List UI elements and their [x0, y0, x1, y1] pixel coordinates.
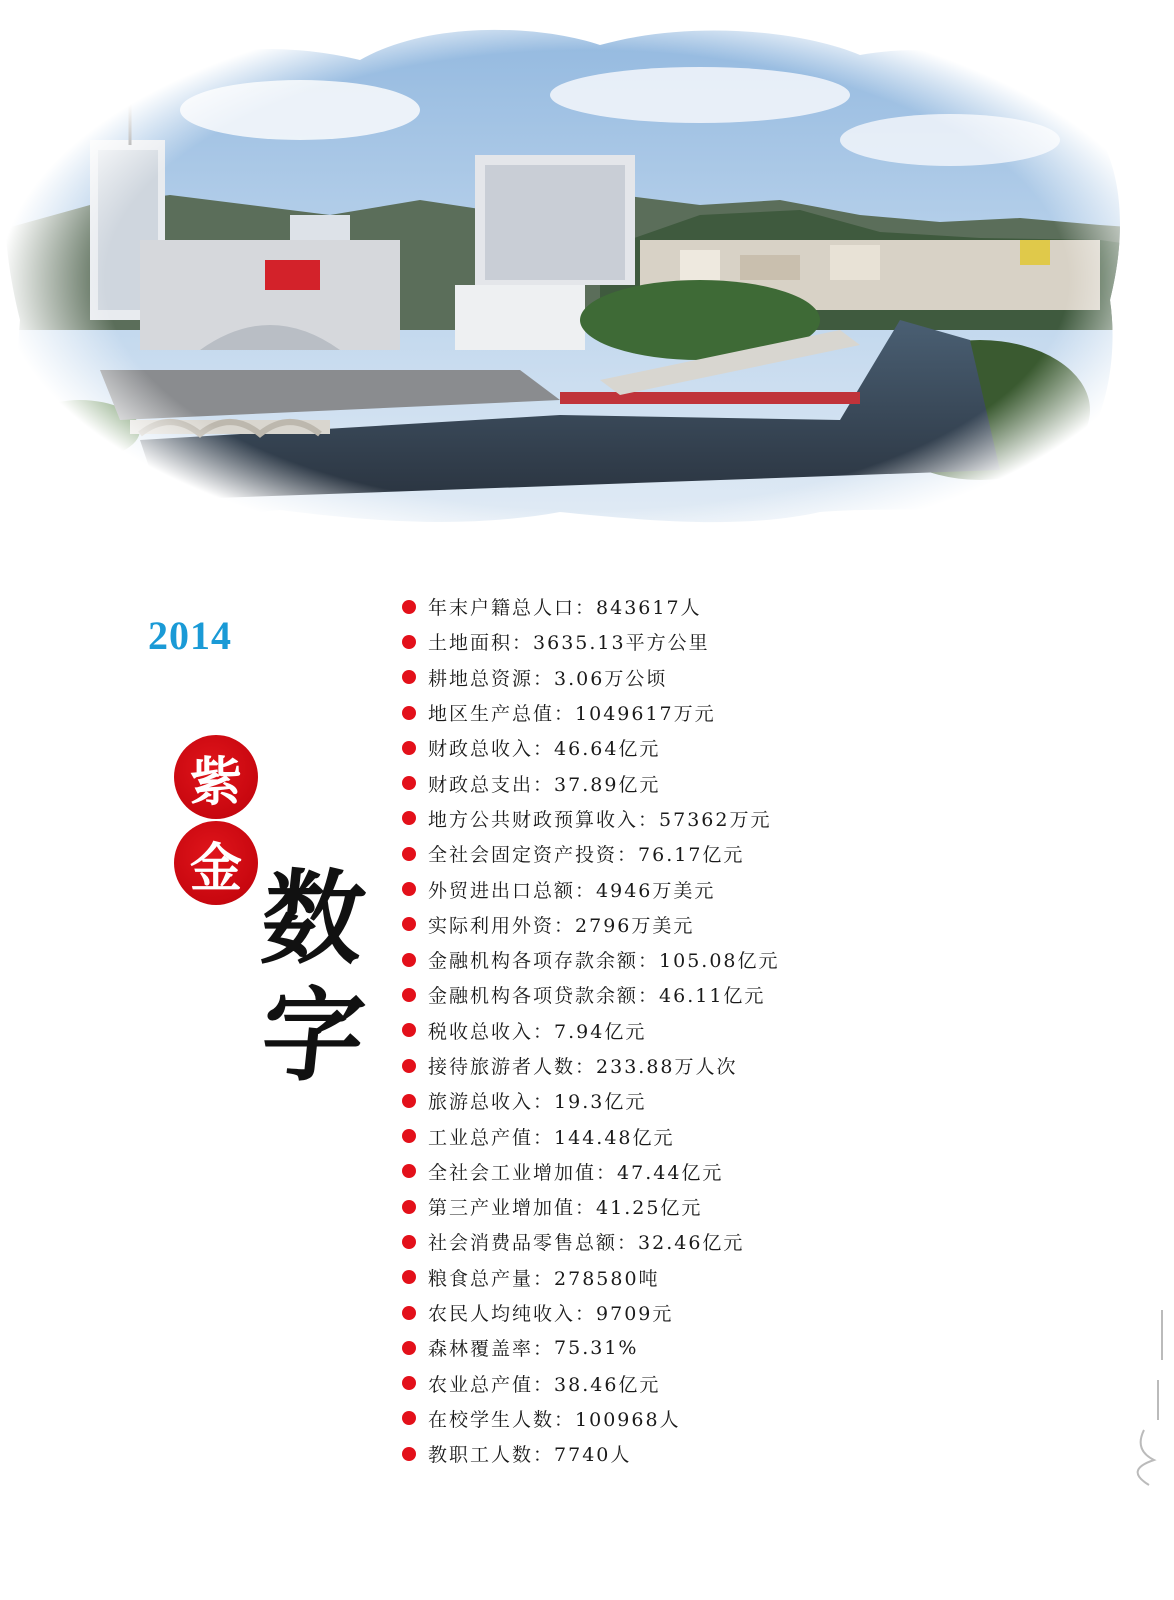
stat-label: 全社会工业增加值 ：: [428, 1158, 617, 1185]
stat-item: [402, 1295, 780, 1330]
stat-label: 财政总收入 ：: [428, 734, 554, 761]
stat-item: [402, 624, 780, 659]
stat-item: [402, 730, 780, 765]
bullet-dot-icon: [402, 1200, 416, 1214]
stat-value: 144.48亿元: [554, 1126, 675, 1149]
stat-item: [402, 589, 780, 624]
stat-item: [402, 660, 780, 695]
bullet-dot-icon: [402, 635, 416, 649]
stat-label: 耕地总资源 ：: [428, 664, 554, 691]
stat-value: 3635.13平方公里: [533, 632, 710, 655]
stat-label: 外贸进出口总额 ：: [428, 876, 596, 903]
stat-item: [402, 765, 780, 800]
stat-label: 财政总支出 ：: [428, 770, 554, 797]
bullet-dot-icon: [402, 811, 416, 825]
stat-item: [402, 1401, 780, 1436]
stat-value: 41.25亿元: [596, 1197, 703, 1220]
stat-label: 金融机构各项存款余额 ：: [428, 946, 659, 973]
bullet-dot-icon: [402, 882, 416, 896]
stat-value: 278580吨: [554, 1267, 660, 1290]
stat-value: 19.3亿元: [554, 1091, 647, 1114]
stat-label: 社会消费品零售总额 ：: [428, 1228, 638, 1255]
stat-item: [402, 695, 780, 730]
bullet-dot-icon: [402, 600, 416, 614]
binding-edge-marks-icon: [1114, 1310, 1174, 1490]
stat-item: [402, 836, 780, 871]
stat-label: 全社会固定资产投资 ：: [428, 840, 638, 867]
bullet-dot-icon: [402, 1059, 416, 1073]
stat-item: [402, 907, 780, 942]
bullet-dot-icon: [402, 776, 416, 790]
stat-value: 3.06万公顷: [554, 667, 668, 690]
stat-label: 接待旅游者人数 ：: [428, 1052, 596, 1079]
bullet-dot-icon: [402, 1306, 416, 1320]
stat-item: [402, 1189, 780, 1224]
stat-item: [402, 1260, 780, 1295]
stat-item: [402, 1330, 780, 1365]
bullet-dot-icon: [402, 988, 416, 1002]
stat-item: [402, 1366, 780, 1401]
stat-label: 森林覆盖率 ：: [428, 1334, 554, 1361]
stat-label: 税收总收入 ：: [428, 1017, 554, 1044]
stat-value: 46.11亿元: [659, 985, 766, 1008]
stat-label: 年末户籍总人口 ：: [428, 593, 596, 620]
stat-label: 工业总产值 ：: [428, 1123, 554, 1150]
bullet-dot-icon: [402, 1376, 416, 1390]
bullet-dot-icon: [402, 1164, 416, 1178]
stat-value: 7740人: [554, 1444, 632, 1467]
seal-char-jin: 金: [174, 821, 258, 905]
stat-item: [402, 1118, 780, 1153]
stat-value: 47.44亿元: [617, 1161, 724, 1184]
stat-item: [402, 977, 780, 1012]
stat-label: 在校学生人数 ：: [428, 1405, 575, 1432]
stat-item: [402, 1224, 780, 1259]
stat-label: 粮食总产量 ：: [428, 1264, 554, 1291]
stat-value: 37.89亿元: [554, 773, 661, 796]
stat-label: 地方公共财政预算收入 ：: [428, 805, 659, 832]
stat-item: [402, 1154, 780, 1189]
stat-value: 57362万元: [659, 808, 772, 831]
year-heading: 2014: [148, 613, 232, 658]
stat-value: 105.08亿元: [659, 950, 780, 973]
stat-label: 旅游总收入 ：: [428, 1087, 554, 1114]
stat-label: 农民人均纯收入 ：: [428, 1299, 596, 1326]
bullet-dot-icon: [402, 1270, 416, 1284]
stat-item: [402, 871, 780, 906]
city-panorama-icon: [0, 0, 1174, 560]
stat-label: 金融机构各项贷款余额 ：: [428, 981, 659, 1008]
stat-label: 地区生产总值 ：: [428, 699, 575, 726]
stat-label: 农业总产值 ：: [428, 1370, 554, 1397]
bullet-dot-icon: [402, 1235, 416, 1249]
stat-item: [402, 1048, 780, 1083]
stat-label: 教职工人数 ：: [428, 1440, 554, 1467]
bullet-dot-icon: [402, 1094, 416, 1108]
brush-char-zi: 字: [255, 976, 371, 1096]
stat-label: 实际利用外资 ：: [428, 911, 575, 938]
bullet-dot-icon: [402, 706, 416, 720]
stat-value: 233.88万人次: [596, 1056, 738, 1078]
stat-item: [402, 801, 780, 836]
bullet-dot-icon: [402, 917, 416, 931]
stat-label: 第三产业增加值 ：: [428, 1193, 596, 1220]
stat-value: 9709元: [596, 1303, 674, 1326]
stat-label: 土地面积 ：: [428, 628, 533, 655]
stat-value: 7.94亿元: [554, 1020, 647, 1043]
statistics-list: [402, 589, 780, 1471]
bullet-dot-icon: [402, 953, 416, 967]
stat-value: 4946万美元: [596, 879, 716, 902]
bullet-dot-icon: [402, 1447, 416, 1461]
stat-item: [402, 942, 780, 977]
bullet-dot-icon: [402, 741, 416, 755]
bullet-dot-icon: [402, 1341, 416, 1355]
bullet-dot-icon: [402, 670, 416, 684]
bullet-dot-icon: [402, 1023, 416, 1037]
stat-item: [402, 1436, 780, 1471]
stat-value: 843617人: [596, 597, 702, 620]
bullet-dot-icon: [402, 847, 416, 861]
seal-char-zi: 紫: [174, 735, 258, 819]
stat-value: 32.46亿元: [638, 1232, 745, 1255]
stat-value: 38.46亿元: [554, 1373, 661, 1396]
brush-char-shu: 数: [255, 859, 371, 979]
city-river-photo: [0, 0, 1174, 560]
bullet-dot-icon: [402, 1129, 416, 1143]
stat-value: 76.17亿元: [638, 844, 745, 867]
stat-value: 100968人: [575, 1408, 681, 1431]
stat-value: 2796万美元: [575, 914, 695, 937]
stat-value: 1049617万元: [575, 703, 716, 726]
stat-item: [402, 1083, 780, 1118]
stat-value: 75.31%: [554, 1336, 639, 1359]
bullet-dot-icon: [402, 1411, 416, 1425]
stat-value: 46.64亿元: [554, 738, 661, 761]
stat-item: [402, 1013, 780, 1048]
